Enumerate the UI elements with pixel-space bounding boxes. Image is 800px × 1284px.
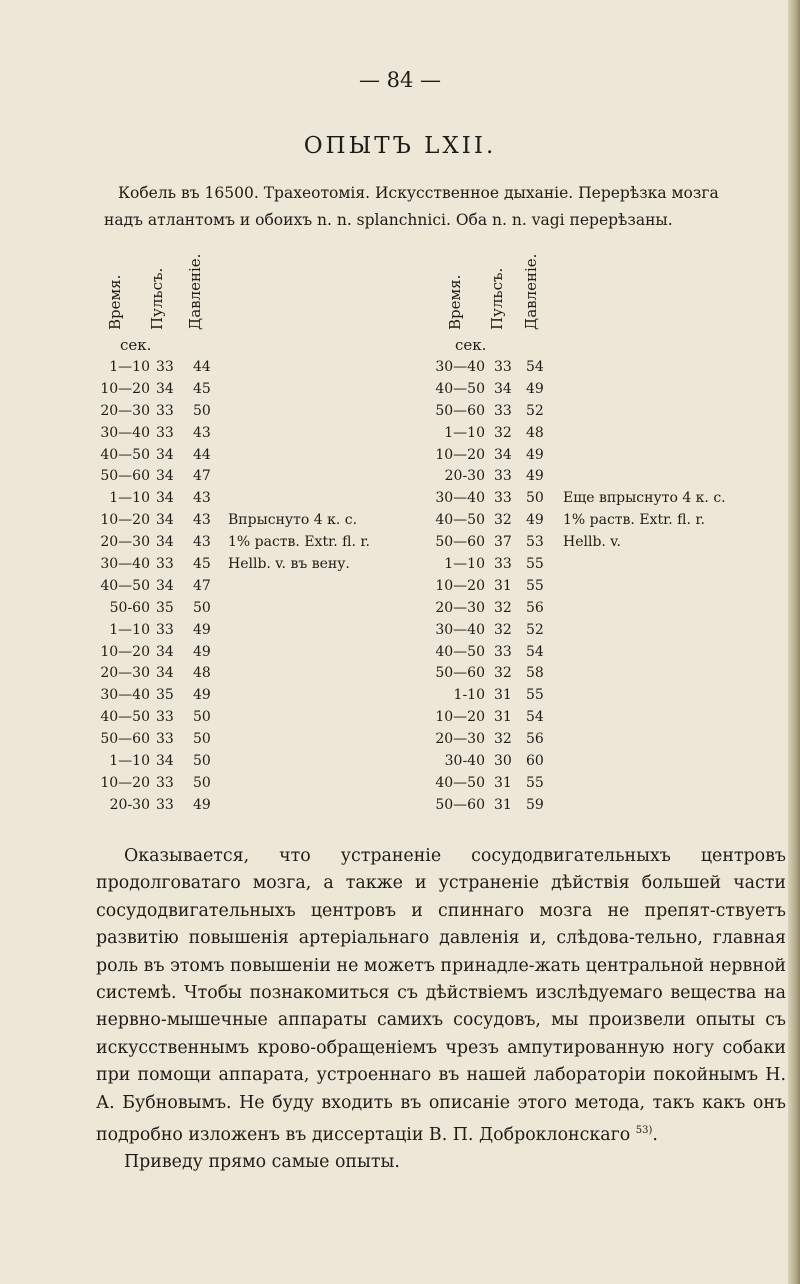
pressure-cell: 50 [193,753,211,770]
time-cell: 10—20 [100,380,150,397]
pulse-cell: 32 [494,665,512,682]
pressure-cell: 47 [193,468,211,485]
pulse-cell: 33 [156,709,174,726]
time-cell: 50—60 [100,468,150,485]
pulse-cell: 33 [494,490,512,507]
time-cell: 1—10 [444,424,485,441]
time-cell: 30—40 [435,359,485,375]
pressure-cell: 52 [526,402,544,419]
text-line: обращеніемъ чрезъ ампутированную ногу собаки при помощи [96,1037,786,1086]
intro-line: надъ атлантомъ и обоихъ n. n. splanchnici. Оба n. n. vagi перерѣзаны. [104,211,673,229]
table-row [0,422,580,444]
time-cell: 40—50 [435,774,485,791]
note-line: 1% раств. Extr. fl. r. [228,534,370,550]
pulse-cell: 32 [494,731,512,748]
time-cell: 40—50 [435,512,485,529]
pulse-cell: 32 [494,599,512,616]
time-cell: 50—60 [435,796,485,813]
time-cell: 10—20 [435,446,485,463]
pulse-cell: 33 [494,643,512,660]
pressure-cell: 49 [526,380,544,397]
time-cell: 20—30 [100,534,150,551]
pressure-cell: 44 [193,446,211,463]
pressure-cell: 53 [526,534,544,551]
time-cell: 50—60 [435,402,485,419]
pressure-cell: 55 [526,774,544,791]
pulse-cell: 34 [156,490,174,507]
table-right [0,356,580,816]
pulse-cell: 31 [494,577,512,594]
table-row [0,794,580,816]
table-row [0,706,580,728]
time-cell: 20-30 [109,796,150,813]
pressure-cell: 48 [526,424,544,441]
pulse-cell: 34 [494,380,512,397]
time-cell: 1—10 [109,621,150,638]
time-cell: 20—30 [100,402,150,419]
pulse-cell: 33 [494,359,512,375]
pulse-cell: 31 [494,796,512,813]
time-cell: 20—30 [100,665,150,682]
pressure-cell: 49 [193,643,211,660]
pulse-cell: 37 [494,534,512,551]
pressure-cell: 45 [193,380,211,397]
header-pulse-left: Пульсъ. [148,267,166,330]
time-cell: 10—20 [100,643,150,660]
time-cell: 40—50 [100,709,150,726]
text-line: ствуетъ развитію повышенія артеріальнаго давленія и, слѣдова- [96,900,786,949]
pressure-cell: 50 [193,599,211,616]
table-row [0,662,580,684]
pressure-cell: 43 [193,424,211,441]
pulse-cell: 34 [156,446,174,463]
time-cell: 40—50 [435,643,485,660]
table-row [0,684,580,706]
time-cell: 30-40 [444,753,485,770]
injection-note-right [563,487,726,553]
pulse-cell: 33 [156,621,174,638]
pulse-cell: 31 [494,687,512,704]
time-cell: 30—40 [435,490,485,507]
pressure-cell: 50 [193,731,211,748]
pressure-cell: 47 [193,577,211,594]
pulse-cell: 32 [494,424,512,441]
pressure-cell: 58 [526,665,544,682]
note-line: Hellb. v. въ вену. [228,556,350,572]
time-cell: 50—60 [435,534,485,551]
unit-left: сек. [120,336,152,354]
pressure-cell: 44 [193,359,211,375]
pressure-cell: 60 [526,753,544,770]
note-line: 1% раств. Extr. fl. r. [563,512,705,528]
table-row [0,728,580,750]
experiment-title: ОПЫТЪ LXII. [303,133,497,159]
text-line: аппарата, устроеннаго въ нашей лабораторіи покойнымъ Н. А. [96,1065,786,1113]
pulse-cell: 34 [156,380,174,397]
injection-note-left [228,509,370,575]
pressure-cell: 50 [193,774,211,791]
pulse-cell: 34 [156,534,174,551]
pressure-cell: 49 [193,796,211,813]
pressure-cell: 54 [526,709,544,726]
pressure-cell: 55 [526,556,544,573]
time-cell: 10—20 [435,709,485,726]
table-row [0,597,580,619]
pulse-cell: 34 [494,446,512,463]
time-cell: 40—50 [435,380,485,397]
pulse-cell: 33 [156,774,174,791]
header-pressure-right: Давленіе. [522,253,540,330]
time-cell: 50—60 [435,665,485,682]
text-line: дѣйствіемъ изслѣдуемаго вещества на нервно-мышечные аппараты [96,983,786,1031]
pressure-cell: 54 [526,359,544,375]
pulse-cell: 33 [156,402,174,419]
note-line: Hellb. v. [563,534,622,550]
text-line: части сосудодвигательныхъ центровъ и спиннаго мозга не препят- [96,873,787,921]
text-line: Оказывается, что устраненіе сосудодвигательныхъ центровъ [124,846,786,866]
table-row [0,641,580,663]
pressure-cell: 48 [193,665,211,682]
pressure-cell: 49 [526,468,544,485]
text-line: самихъ сосудовъ, мы произвели опыты съ искусственнымъ крово- [96,1010,786,1058]
pressure-cell: 49 [193,621,211,638]
time-cell: 20-30 [444,468,485,485]
pressure-cell: 52 [526,621,544,638]
pressure-cell: 50 [526,490,544,507]
pulse-cell: 33 [494,556,512,573]
time-cell: 30—40 [100,424,150,441]
pressure-cell: 45 [193,556,211,573]
pulse-cell: 33 [494,402,512,419]
note-line: Впрыснуто 4 к. с. [228,512,358,528]
pressure-cell: 59 [526,796,544,813]
table-row [0,575,580,597]
pressure-cell: 55 [526,577,544,594]
time-cell: 40—50 [100,446,150,463]
table-row [0,356,580,378]
pulse-cell: 34 [156,468,174,485]
pressure-cell: 49 [526,446,544,463]
table-row [0,400,580,422]
table-row [0,619,580,641]
text-line: жать центральной нервной системѣ. Чтобы познакомиться съ [96,955,787,1004]
time-cell: 10—20 [435,577,485,594]
header-time-left: Время. [106,274,124,330]
pulse-cell: 33 [156,556,174,573]
time-cell: 1—10 [444,556,485,573]
time-cell: 50—60 [100,731,150,748]
pressure-cell: 43 [193,490,211,507]
text-line: подробно изложенъ въ диссертаціи В. П. Доброклонскаго [96,1124,631,1145]
table-row [0,750,580,772]
time-cell: 10—20 [100,512,150,529]
pressure-cell: 49 [526,512,544,529]
pulse-cell: 33 [156,424,174,441]
footnote-ref[interactable]: 53) [635,1125,653,1137]
table-row [0,378,580,400]
pressure-cell: 43 [193,534,211,551]
pressure-cell: 50 [193,709,211,726]
time-cell: 1—10 [109,753,150,770]
time-cell: 1—10 [109,490,150,507]
pressure-cell: 56 [526,731,544,748]
pulse-cell: 32 [494,512,512,529]
pulse-cell: 33 [156,359,174,375]
table-row [0,487,580,509]
pulse-cell: 31 [494,774,512,791]
time-cell: 30—40 [100,687,150,704]
pulse-cell: 30 [494,753,512,770]
table-row [0,465,580,487]
note-line: Еще впрыснуто 4 к. с. [563,490,726,506]
time-cell: 30—40 [100,556,150,573]
pulse-cell: 34 [156,512,174,529]
header-pulse-right: Пульсъ. [488,267,506,330]
text-line: тельно, главная роль въ этомъ повышеніи не можетъ принадле- [96,928,787,976]
time-cell: 40—50 [100,577,150,594]
time-cell: 30—40 [435,621,485,638]
pulse-cell: 34 [156,753,174,770]
time-cell: 1—10 [109,359,150,375]
time-cell: 20—30 [435,599,485,616]
text-line: продолговатаго мозга, а также и устраненіе дѣйствія большей [96,873,722,894]
pressure-cell: 54 [526,643,544,660]
pulse-cell: 34 [156,665,174,682]
pressure-cell: 55 [526,687,544,704]
header-pressure-left: Давленіе. [186,253,204,330]
time-cell: 20—30 [435,731,485,748]
pressure-cell: 50 [193,402,211,419]
pressure-cell: 43 [193,512,211,529]
pulse-cell: 33 [156,731,174,748]
pulse-cell: 32 [494,621,512,638]
body-paragraph: Оказывается, что устраненіе сосудодвигательныхъ центровъ продолговатаго мозга, а также и устраненіе дѣйствія большей части сосудодвигательныхъ центровъ и спиннаго мозга не препят-ствуетъ развитію повышенія артеріальнаго давленія и, слѣдова-тельно, главная роль въ этомъ повышеніи не можетъ принадле-жать центральной нервной системѣ. Чтобы познакомиться съ дѣйствіемъ изслѣдуемаго вещества на нервно-мышечные аппараты самихъ сосудовъ, мы произвели опыты съ искусственнымъ крово-обращеніемъ чрезъ ампутированную ногу собаки при помощи аппарата, устроеннаго въ нашей лабораторіи покойнымъ Н. А. Бубновымъ. Не буду входить въ описаніе этого метода, такъ какъ онъ подробно изложенъ въ диссертаціи В. П. Доброклонскаго $^{53)}$. Приведу прямо самые опыты. [96,846,787,1173]
header-time-right: Время. [446,274,464,330]
pressure-cell: 49 [193,687,211,704]
pulse-cell: 33 [494,468,512,485]
intro-line: Кобель въ 16500. Трахеотомія. Искусственное дыханіе. Перерѣзка мозга [118,184,719,202]
time-cell: 1-10 [453,687,485,704]
time-cell: 50-60 [109,599,150,616]
table-row [0,444,580,466]
time-cell: 10—20 [100,774,150,791]
pressure-cell: 56 [526,599,544,616]
pulse-cell: 35 [156,599,174,616]
table-row [0,772,580,794]
pulse-cell: 31 [494,709,512,726]
pulse-cell: 33 [156,796,174,813]
unit-right: сек. [455,336,487,354]
experiment-intro [104,180,794,234]
page-number: — 84 — [358,68,442,92]
pulse-cell: 34 [156,577,174,594]
text-line: Бубновымъ. Не буду входить въ описаніе этого метода, такъ какъ онъ [122,1092,786,1113]
text-line: Приведу прямо самые опыты. [124,1152,400,1173]
pulse-cell: 34 [156,643,174,660]
pulse-cell: 35 [156,687,174,704]
